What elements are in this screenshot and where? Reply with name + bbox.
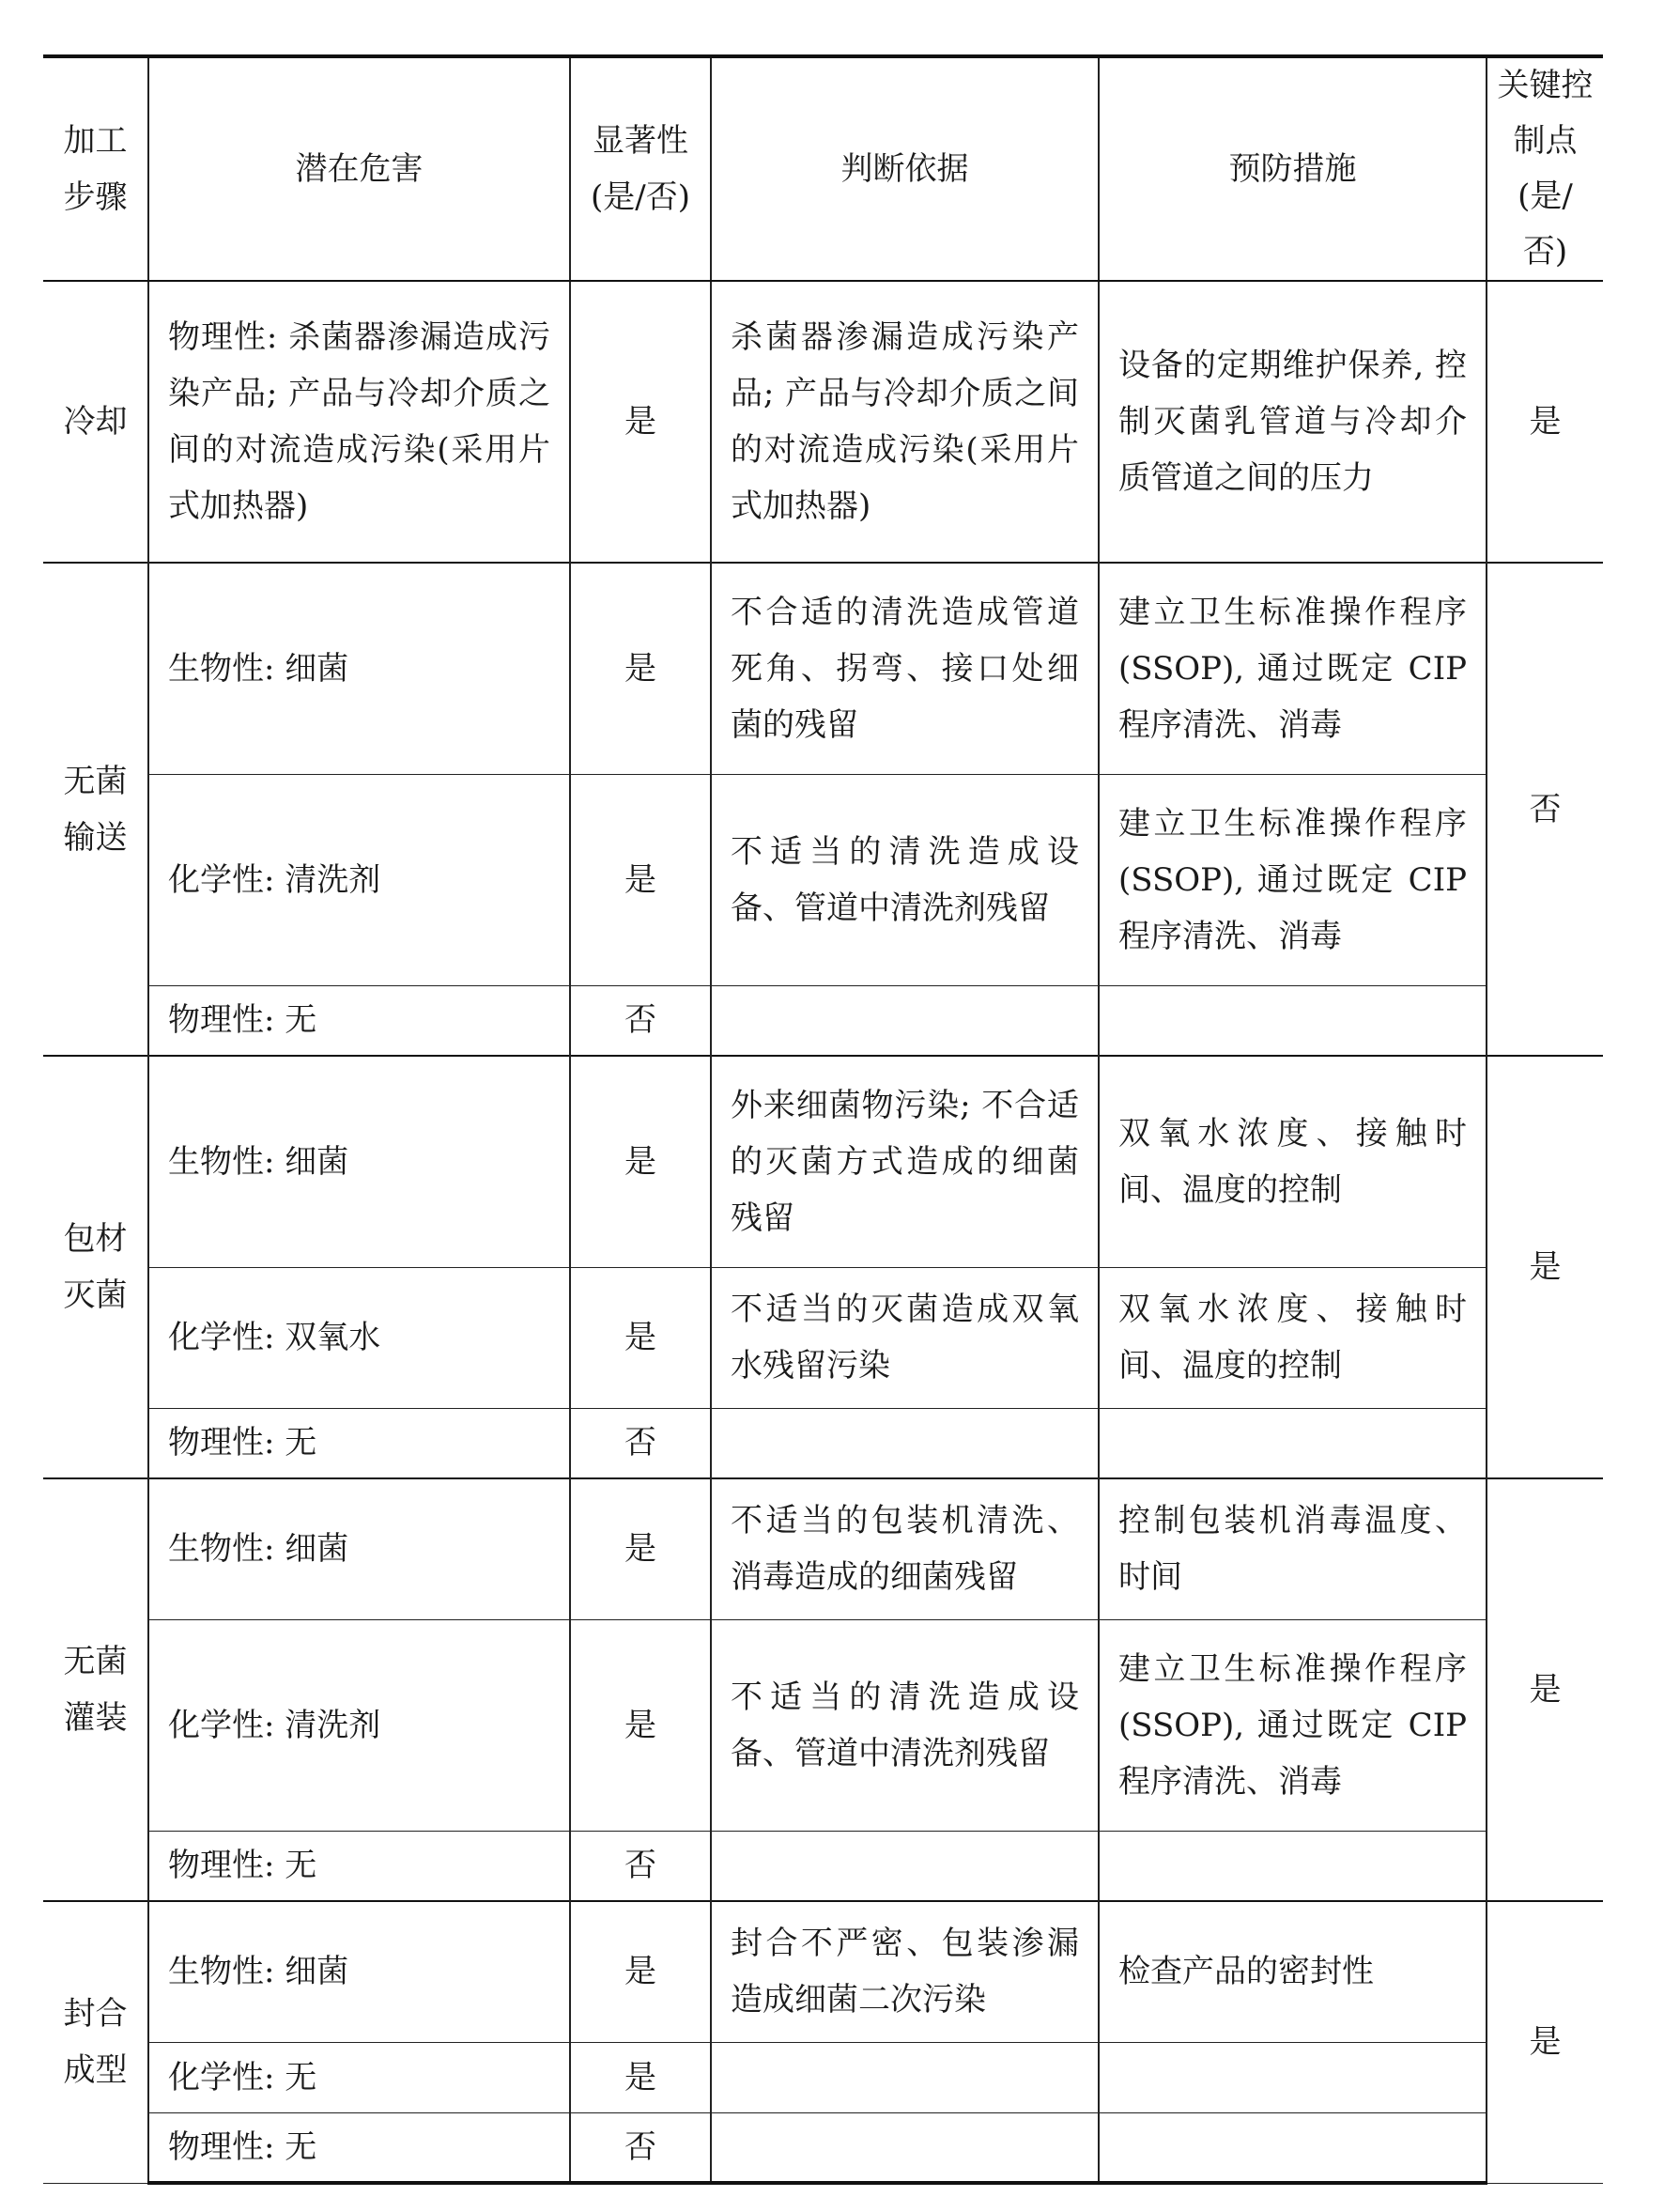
- basis-cell: [711, 2042, 1099, 2112]
- basis-cell: 不合适的清洗造成管道死角、拐弯、接口处细菌的残留: [711, 563, 1099, 774]
- hazard-cell: 物理性: 杀菌器渗漏造成污染产品; 产品与冷却介质之间的对流造成污染(采用片式加热器): [148, 281, 570, 563]
- hazard-cell: 化学性: 双氧水: [148, 1267, 570, 1408]
- measures-cell: 建立卫生标准操作程序(SSOP), 通过既定 CIP 程序清洗、消毒: [1099, 774, 1487, 985]
- significance-cell: 否: [570, 985, 711, 1056]
- significance-cell: 否: [570, 1408, 711, 1478]
- hazard-cell: 生物性: 细菌: [148, 1056, 570, 1267]
- basis-cell: 不适当的清洗造成设备、管道中清洗剂残留: [711, 1619, 1099, 1831]
- ccp-cell: 否: [1487, 563, 1603, 1056]
- header-measures: 预防措施: [1099, 56, 1487, 281]
- header-basis: 判断依据: [711, 56, 1099, 281]
- step-cell: 冷却: [43, 281, 148, 563]
- step-cell: 包材 灭菌: [43, 1056, 148, 1478]
- significance-cell: 是: [570, 2042, 711, 2112]
- hazard-cell: 生物性: 细菌: [148, 1478, 570, 1619]
- basis-cell: [711, 1831, 1099, 1901]
- header-step: 加工 步骤: [43, 56, 148, 281]
- hazard-cell: 物理性: 无: [148, 1408, 570, 1478]
- significance-cell: 否: [570, 2112, 711, 2183]
- basis-cell: [711, 985, 1099, 1056]
- hazard-cell: 物理性: 无: [148, 985, 570, 1056]
- significance-cell: 是: [570, 563, 711, 774]
- basis-cell: 不适当的包装机清洗、消毒造成的细菌残留: [711, 1478, 1099, 1619]
- basis-cell: 外来细菌物污染; 不合适的灭菌方式造成的细菌残留: [711, 1056, 1099, 1267]
- measures-cell: 建立卫生标准操作程序(SSOP), 通过既定 CIP 程序清洗、消毒: [1099, 563, 1487, 774]
- hazard-cell: 生物性: 细菌: [148, 1901, 570, 2042]
- basis-cell: [711, 1408, 1099, 1478]
- ccp-cell: 是: [1487, 1056, 1603, 1478]
- measures-cell: 设备的定期维护保养, 控制灭菌乳管道与冷却介质管道之间的压力: [1099, 281, 1487, 563]
- basis-cell: 封合不严密、包装渗漏造成细菌二次污染: [711, 1901, 1099, 2042]
- table-row: [43, 1831, 1603, 1901]
- table-row: [43, 2042, 1603, 2112]
- measures-cell: 控制包装机消毒温度、时间: [1099, 1478, 1487, 1619]
- step-cell: 无菌 输送: [43, 563, 148, 1056]
- significance-cell: 否: [570, 1831, 711, 1901]
- header-significance: 显著性 (是/否): [570, 56, 711, 281]
- header-ccp: 关键控 制点 (是/ 否): [1487, 56, 1603, 281]
- measures-cell: 双氧水浓度、接触时间、温度的控制: [1099, 1267, 1487, 1408]
- hazard-cell: 物理性: 无: [148, 2112, 570, 2183]
- measures-cell: [1099, 2042, 1487, 2112]
- measures-cell: 检查产品的密封性: [1099, 1901, 1487, 2042]
- step-cell: 封合 成型: [43, 1901, 148, 2183]
- measures-cell: [1099, 2112, 1487, 2183]
- table-row: [43, 1267, 1603, 1408]
- ccp-cell: 是: [1487, 1901, 1603, 2183]
- significance-cell: 是: [570, 1267, 711, 1408]
- measures-cell: [1099, 1831, 1487, 1901]
- table-row: [43, 281, 1603, 563]
- header-hazard: 潜在危害: [148, 56, 570, 281]
- basis-cell: 不适当的清洗造成设备、管道中清洗剂残留: [711, 774, 1099, 985]
- hazard-cell: 物理性: 无: [148, 1831, 570, 1901]
- significance-cell: 是: [570, 1901, 711, 2042]
- table-row: [43, 1056, 1603, 1267]
- hazard-cell: 化学性: 清洗剂: [148, 1619, 570, 1831]
- haccp-table: [43, 54, 1603, 2185]
- header-row: [43, 56, 1603, 281]
- basis-cell: [711, 2112, 1099, 2183]
- significance-cell: 是: [570, 1478, 711, 1619]
- table-row: [43, 563, 1603, 774]
- measures-cell: 建立卫生标准操作程序(SSOP), 通过既定 CIP 程序清洗、消毒: [1099, 1619, 1487, 1831]
- ccp-cell: 是: [1487, 1478, 1603, 1901]
- measures-cell: [1099, 985, 1487, 1056]
- significance-cell: 是: [570, 1619, 711, 1831]
- table-row: [43, 2112, 1603, 2183]
- basis-cell: 杀菌器渗漏造成污染产品; 产品与冷却介质之间的对流造成污染(采用片式加热器): [711, 281, 1099, 563]
- table-row: [43, 1408, 1603, 1478]
- significance-cell: 是: [570, 774, 711, 985]
- measures-cell: [1099, 1408, 1487, 1478]
- table-row: [43, 1619, 1603, 1831]
- significance-cell: 是: [570, 281, 711, 563]
- ccp-cell: 是: [1487, 281, 1603, 563]
- table-row: [43, 1901, 1603, 2042]
- measures-cell: 双氧水浓度、接触时间、温度的控制: [1099, 1056, 1487, 1267]
- table-row: [43, 985, 1603, 1056]
- table-row: [43, 774, 1603, 985]
- significance-cell: 是: [570, 1056, 711, 1267]
- hazard-cell: 化学性: 清洗剂: [148, 774, 570, 985]
- basis-cell: 不适当的灭菌造成双氧水残留污染: [711, 1267, 1099, 1408]
- step-cell: 无菌 灌装: [43, 1478, 148, 1901]
- table-row: [43, 1478, 1603, 1619]
- hazard-cell: 生物性: 细菌: [148, 563, 570, 774]
- hazard-cell: 化学性: 无: [148, 2042, 570, 2112]
